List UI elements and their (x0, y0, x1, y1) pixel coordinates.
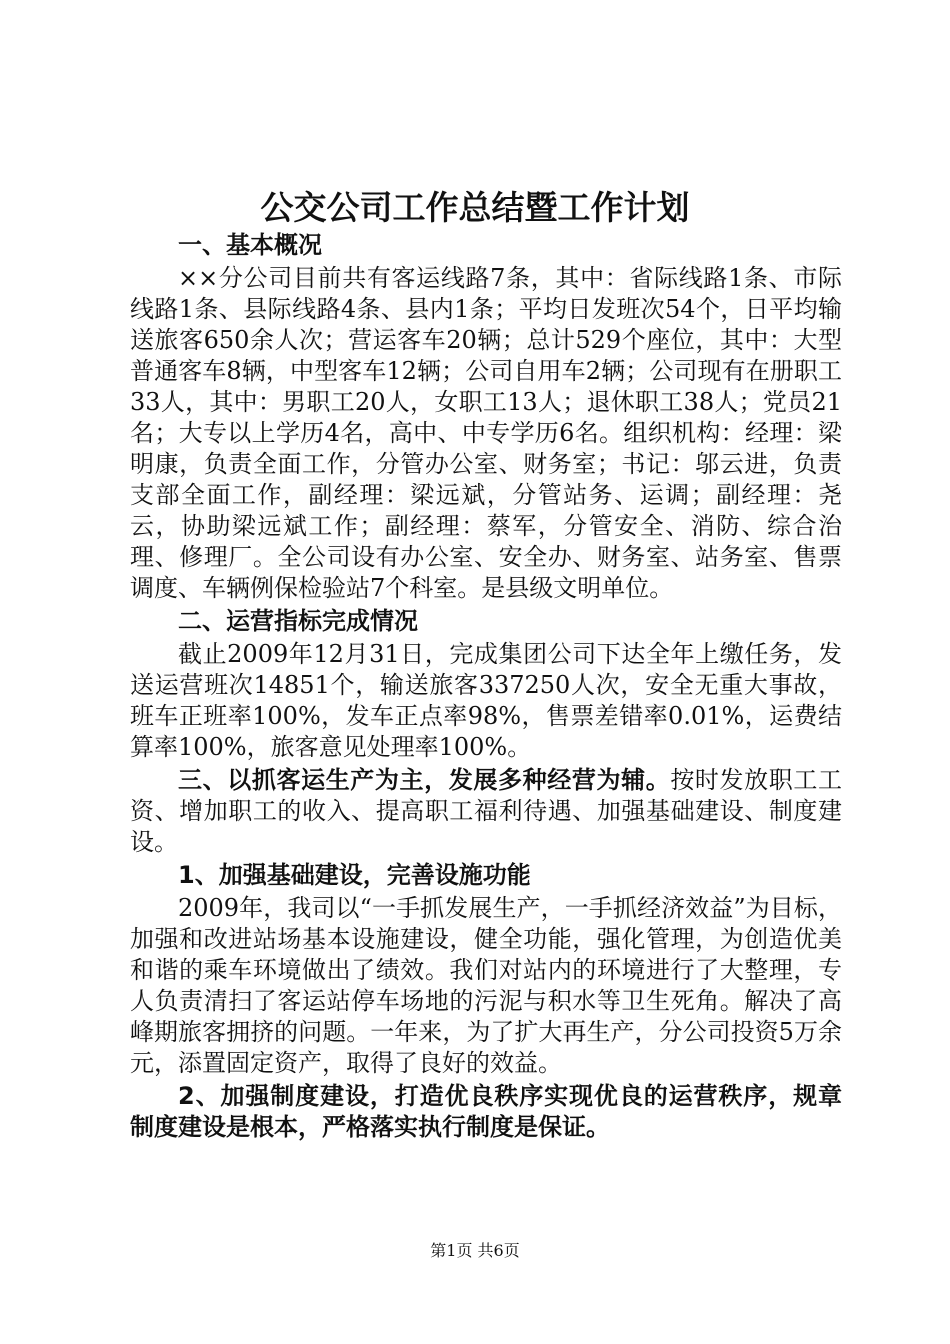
document-title: 公交公司工作总结暨工作计划 (260, 188, 690, 227)
subheading-system-building: 2、加强制度建设，打造优良秩序实现优良的运营秩序，规章制度建设是根本，严格落实执行制度是保证。 (130, 1082, 842, 1141)
page-footer: 第1页 共6页 (430, 1241, 520, 1260)
subheading-infrastructure: 1、加强基础建设，完善设施功能 (178, 861, 531, 889)
document-body (130, 230, 842, 1145)
paragraph-passenger-business (130, 765, 842, 858)
section-heading-basic-overview: 一、基本概况 (178, 231, 322, 259)
paragraph-operation-indicators: 截止2009年12月31日，完成集团公司下达全年上缴任务，发送运营班次14851个，输送旅客337250人次，安全无重大事故，班车正班率100%，发车正点率98%，售票差错率0.01%，运费结算率100%，旅客意见处理率100%。 (130, 640, 842, 761)
paragraph-infrastructure: 2009年，我司以“一手抓发展生产，一手抓经济效益”为目标，加强和改进站场基本设施建设，健全功能，强化管理，为创造优美和谐的乘车环境做出了绩效。我们对站内的环境进行了大整理，专人负责清扫了客运站停车场地的污泥与积水等卫生死角。解决了高峰期旅客拥挤的问题。一年来，为了扩大再生产，分公司投资5万余元，添置固定资产，取得了良好的效益。 (130, 894, 842, 1077)
paragraph-passenger-business-text: 按时发放职工工资、增加职工的收入、提高职工福利待遇、加强基础建设、制度建设。 (130, 766, 843, 856)
paragraph-basic-overview: ××分公司目前共有客运线路7条，其中：省际线路1条、市际线路1条、县际线路4条、县内1条；平均日发班次54个，日平均输送旅客650余人次；营运客车20辆；总计529个座位，其中：大型普通客车8辆，中型客车12辆；公司自用车2辆；公司现有在册职工33人，其中：男职工20人，女职工13人；退休职工38人；党员21名；大专以上学历4名，高中、中专学历6名。组织机构：经理：梁明康，负责全面工作，分管办公室、财务室；书记：邬云进，负责支部全面工作，副经理：梁远斌，分管站务、运调；副经理：尧云，协助梁远斌工作；副经理：蔡军，分管安全、消防、综合治理、修理厂。全公司设有办公室、安全办、财务室、站务室、售票调度、车辆例保检验站7个科室。是县级文明单位。 (130, 264, 842, 602)
section-heading-passenger-business: 三、以抓客运生产为主，发展多种经营为辅。 (178, 766, 671, 794)
section-heading-operation-indicators: 二、运营指标完成情况 (178, 607, 418, 635)
